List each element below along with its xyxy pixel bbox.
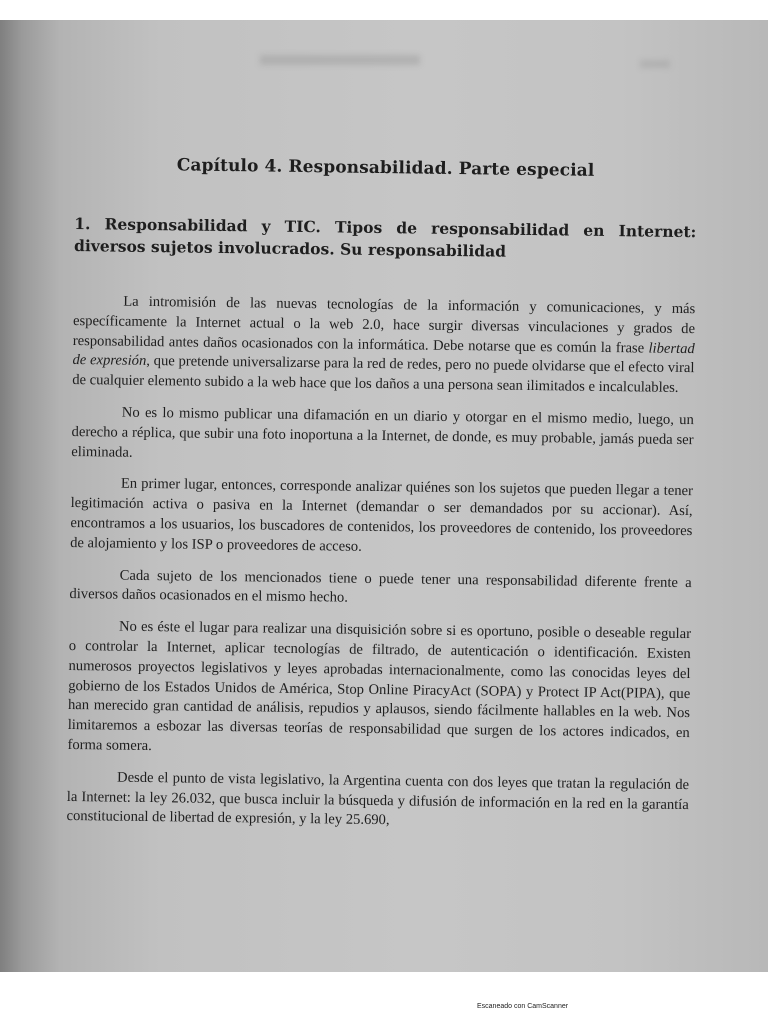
scanned-page-photo (0, 20, 768, 972)
paragraph-1-end: , que pretende universalizarse para la red de redes, pero no puede olvidarse que el efecto viral de cualquier elemento subido a la web hace que los daños a una persona sean ilimitados e incalculables. (72, 353, 695, 397)
header-bleed-through (260, 55, 420, 65)
paragraph-1-start: La intromisión de las nuevas tecnologías de la información y comunicaciones, y más específicamente la Internet actual o la web 2.0, hace surgir diversas vinculaciones y grados de responsabilidad antes daños ocasionados con la informática. Debe notarse que es común la frase (72, 293, 696, 357)
book-page (66, 20, 700, 829)
paragraph-3: En primer lugar, entonces, corresponde analizar quiénes son los sujetos que pueden llegar a tener legitimación activa o pasiva en la Internet (demandar o ser demandados por su accionar). Así, encontramos a los usuarios, los buscadores de contenidos, los proveedores de contenido, los proveedores de alojamiento y los ISP o proveedores de acceso. (70, 476, 693, 555)
emphasis-libertad-de-expresion: libertad de expresión (72, 340, 695, 370)
paragraph-6: Desde el punto de vista legislativo, la Argentina cuenta con dos leyes que tratan la regulación de la Internet: la ley 26.032, que busca incluir la búsqueda y difusión de información en la red en la garantía constitucional de libertad de expresión, y la ley 25.690, (66, 769, 690, 829)
paragraph-2: No es lo mismo publicar una difamación en un diario y otorgar en el mismo medio, luego, un derecho a réplica, que subir una foto inoportuna a la Internet, de donde, es muy probable, jamás pueda ser eliminada. (71, 404, 694, 461)
page-number-bleed-through (640, 60, 670, 68)
paragraph-5: No es éste el lugar para realizar una disquisición sobre si es oportuno, posible o deseable regular o controlar la Internet, aplicar tecnologías de filtrado, de autenticación o identificación. Existen numerosos proyectos legislativos y leyes aprobadas internacionalmente, como las conocidas leyes del gobierno de los Estados Unidos de América, Stop Online PiracyAct (SOPA) y Protect IP Act(PIPA), que han merecido gran cantidad de análisis, repudios y aplausos, siendo fácilmente hallables en la web. Nos limitaremos a esbozar las diversas teorías de responsabilidad que surgen de los actores indicados, en forma somera. (67, 618, 692, 755)
section-title: 1. Responsabilidad y TIC. Tipos de responsabilidad en Internet: diversos sujetos involucrados. Su responsabilidad (73, 214, 697, 261)
camscanner-watermark: Escaneado con CamScanner (477, 1003, 569, 1010)
body-text (66, 292, 695, 847)
paragraph-4: Cada sujeto de los mencionados tiene o puede tener una responsabilidad diferente frente a diversos daños ocasionados en el mismo hecho. (69, 567, 692, 606)
chapter-title: Capítulo 4. Responsabilidad. Parte especial (176, 155, 595, 181)
paragraph-1 (72, 292, 695, 399)
